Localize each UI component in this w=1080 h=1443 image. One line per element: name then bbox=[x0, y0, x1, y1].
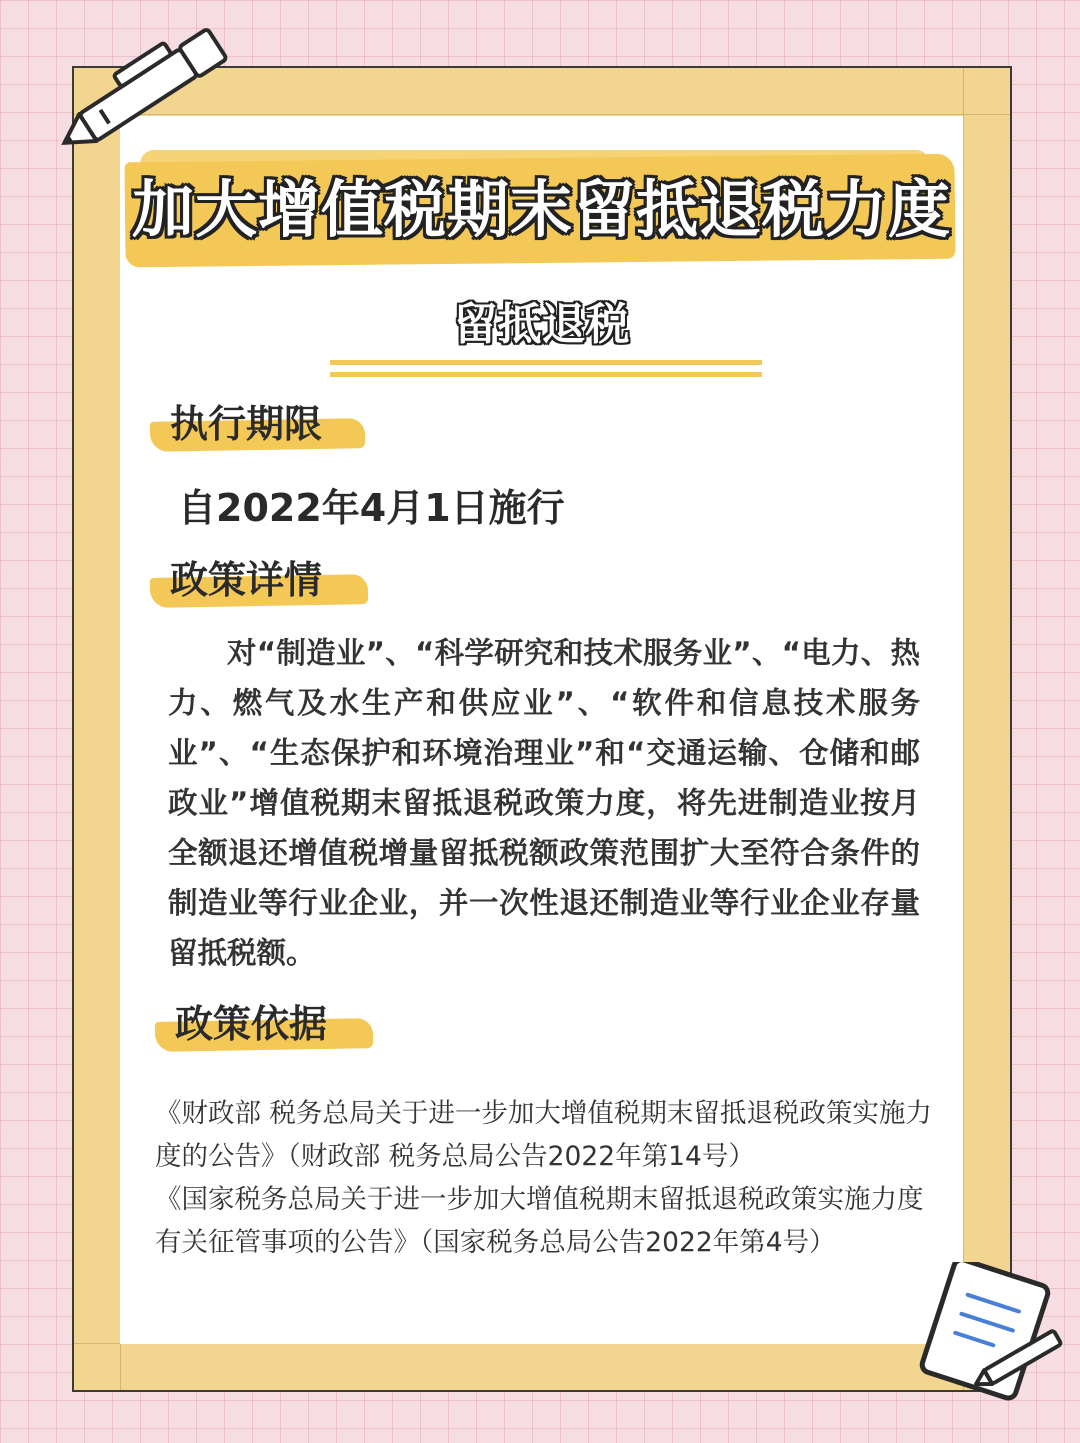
basis-list bbox=[155, 1092, 935, 1264]
page-title: 加大增值税期末留抵退税力度 bbox=[131, 173, 951, 246]
pen-icon bbox=[38, 18, 248, 168]
section-heading-label: 执行期限 bbox=[170, 402, 323, 446]
section-heading-label: 政策详情 bbox=[170, 558, 323, 602]
details-text: 对“制造业”、“科学研究和技术服务业”、“电力、热力、燃气及水生产和供应业”、“软件和信息技术服务业”、“生态保护和环境治理业”和“交通运输、仓储和邮政业”增值税期末留抵退税政策力度，将先进制造业按月全额退还增值税增量留抵税额政策范围扩大至符合条件的制造业等行业企业，并一次性退还制造业等行业企业存量留抵税额。 bbox=[168, 636, 920, 970]
period-text: 自2022年4月1日施行 bbox=[178, 486, 565, 530]
subtitle-underline-bottom bbox=[330, 372, 762, 377]
basis-item: 《国家税务总局关于进一步加大增值税期末留抵退税政策实施力度有关征管事项的公告》（国家税务总局公告2022年第4号） bbox=[155, 1184, 924, 1258]
subtitle: 留抵退税 bbox=[453, 299, 630, 350]
subtitle-underline-top bbox=[330, 360, 762, 365]
section-heading-basis bbox=[155, 996, 385, 1056]
section-heading-details bbox=[150, 552, 380, 612]
section-heading-label: 政策依据 bbox=[175, 1002, 328, 1046]
section-heading-period bbox=[150, 396, 380, 456]
note-icon bbox=[905, 1262, 1070, 1402]
basis-item: 《财政部 税务总局关于进一步加大增值税期末留抵退税政策实施力度的公告》（财政部 税务总局公告2022年第14号） bbox=[155, 1098, 932, 1172]
